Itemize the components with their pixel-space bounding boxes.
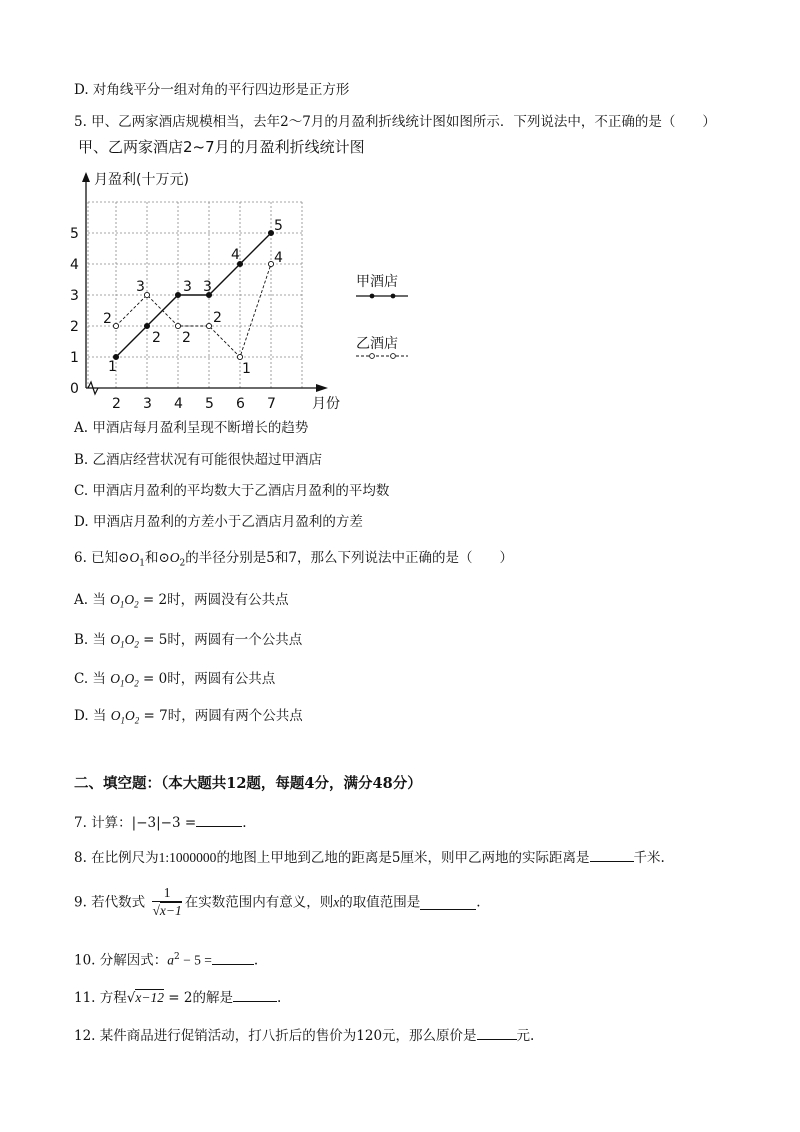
question-10 bbox=[74, 947, 258, 971]
legend-jia-marker bbox=[391, 294, 396, 299]
q6a-tail: 时，两圆没有公共点 bbox=[167, 592, 289, 608]
q11-text: = 2的解是 bbox=[163, 990, 233, 1006]
q6a-prefix: A. 当 bbox=[74, 592, 106, 608]
y-tick-label: 0 bbox=[70, 381, 79, 397]
q8-prefix: 8. 在比例尺为 bbox=[74, 850, 159, 866]
q6c-o1o2: $O_1O_2$ bbox=[110, 671, 139, 689]
question-12 bbox=[74, 1025, 534, 1046]
q11-answer-blank[interactable] bbox=[233, 987, 277, 1002]
question-8 bbox=[74, 847, 665, 868]
q9-fraction bbox=[152, 885, 181, 920]
q9-variable: x bbox=[333, 894, 340, 910]
q6b-value: 5 bbox=[158, 632, 168, 648]
q6a-o1o2: $O_1O_2$ bbox=[110, 592, 139, 610]
yi-data-label: 1 bbox=[242, 361, 251, 377]
question-5-stem: 5. 甲、乙两家酒店规模相当，去年2～7月的月盈利折线统计图如图所示．下列说法中，不正确的是（ ） bbox=[74, 114, 716, 130]
jia-data-label: 2 bbox=[152, 330, 161, 346]
x-axis-label: 月份 bbox=[312, 396, 340, 412]
q10-answer-blank[interactable] bbox=[212, 950, 254, 965]
chart-title: 甲、乙两家酒店2~7月的月盈利折线统计图 bbox=[78, 138, 365, 156]
question-11: 11. 方程√x−12 = 2的解是 . bbox=[74, 987, 281, 1008]
q6-text-b: 和⊙ bbox=[144, 550, 170, 566]
series-yi-point bbox=[237, 354, 242, 359]
q6b-prefix: B. 当 bbox=[74, 632, 107, 648]
x-tick-label: 7 bbox=[267, 396, 276, 412]
q9-radicand: x−1 bbox=[159, 903, 182, 918]
q8-ratio: 1:1000000 bbox=[158, 850, 217, 865]
q6-text-a: 6. 已知⊙ bbox=[74, 550, 130, 566]
question-5-option-c: C. 甲酒店月盈利的平均数大于乙酒店月盈利的平均数 bbox=[74, 483, 390, 499]
q6-o1: O bbox=[129, 550, 140, 565]
jia-data-label: 3 bbox=[183, 279, 192, 295]
q9-end: . bbox=[476, 894, 481, 911]
q12-answer-blank[interactable] bbox=[477, 1025, 517, 1040]
jia-data-label: 3 bbox=[203, 279, 212, 295]
q11-prefix: 11. 方程 bbox=[74, 990, 127, 1006]
x-tick-label: 2 bbox=[112, 396, 121, 412]
q6d-value: 7 bbox=[159, 708, 168, 724]
q7-expression: |−3|−3 = bbox=[131, 815, 197, 831]
y-tick-label: 1 bbox=[70, 350, 79, 366]
q11-end: . bbox=[276, 990, 282, 1006]
q6-sub1: 1 bbox=[139, 558, 145, 569]
question-4-option-d: D. 对角线平分一组对角的平行四边形是正方形 bbox=[74, 82, 350, 98]
series-yi-point bbox=[113, 323, 118, 328]
jia-data-label: 5 bbox=[274, 218, 283, 234]
legend-yi-label: 乙酒店 bbox=[356, 336, 398, 352]
yi-data-label: 3 bbox=[136, 279, 145, 295]
question-6-option-c: C. 当 $O_1O_2 = 0$时，两圆有公共点 bbox=[74, 671, 276, 689]
q7-end: . bbox=[242, 815, 247, 831]
legend-jia-marker bbox=[370, 294, 375, 299]
q10-exponent: 2 bbox=[174, 952, 180, 962]
y-tick-label: 3 bbox=[70, 288, 79, 304]
jia-data-label: 4 bbox=[231, 247, 240, 263]
question-6-option-a: A. 当 $O_1O_2 = 2$时，两圆没有公共点 bbox=[74, 592, 289, 610]
q10-prefix: 10. 分解因式： bbox=[74, 952, 168, 969]
q6d-o1o2: $O_1O_2$ bbox=[110, 708, 140, 726]
q6a-value: 2 bbox=[158, 592, 168, 608]
q6-text-c: 的半径分别是5和7，那么下列说法中正确的是（ ） bbox=[185, 550, 513, 566]
q7-prefix: 7. 计算： bbox=[74, 815, 132, 831]
question-5-option-d: D. 甲酒店月盈利的方差小于乙酒店月盈利的方差 bbox=[74, 514, 363, 530]
yi-data-label: 2 bbox=[182, 330, 191, 346]
question-6-stem bbox=[74, 548, 513, 574]
y-axis-arrow bbox=[82, 172, 90, 182]
q6-o2: O bbox=[169, 550, 180, 565]
series-yi-point bbox=[268, 261, 273, 266]
y-tick-label: 4 bbox=[70, 257, 79, 273]
q8-text: 的地图上甲地到乙地的距离是5厘米，则甲乙两地的实际距离是 bbox=[216, 850, 590, 866]
series-jia-point bbox=[144, 323, 149, 328]
series-yi-point bbox=[206, 323, 211, 328]
yi-data-label: 2 bbox=[103, 311, 112, 327]
q9-prefix: 9. 若代数式 bbox=[74, 894, 146, 911]
yi-data-label: 2 bbox=[213, 310, 222, 326]
series-jia-line bbox=[116, 233, 271, 357]
series-yi-line bbox=[116, 264, 271, 357]
profit-line-chart bbox=[60, 132, 500, 414]
q6c-value: 0 bbox=[158, 671, 168, 687]
x-tick-label: 5 bbox=[205, 396, 214, 412]
question-7 bbox=[74, 812, 246, 833]
x-tick-label: 3 bbox=[143, 396, 152, 412]
question-6-option-d: D. 当 $O_1O_2 = 7$时，两圆有两个公共点 bbox=[74, 708, 303, 726]
yi-data-label: 4 bbox=[274, 250, 283, 266]
q11-radicand: x−12 bbox=[135, 990, 164, 1005]
q10-expression: − 5 = bbox=[179, 952, 212, 968]
section-2-heading: 二、填空题：（本大题共12题，每题4分，满分48分） bbox=[74, 775, 422, 792]
legend-yi-marker bbox=[370, 354, 375, 359]
q6c-tail: 时，两圆有公共点 bbox=[167, 671, 276, 687]
q9-denominator: √x−1 bbox=[152, 903, 182, 918]
q9-text2: 的取值范围是 bbox=[339, 894, 421, 911]
q6d-prefix: D. 当 bbox=[74, 708, 107, 724]
x-axis-arrow bbox=[316, 384, 328, 392]
series-yi-point bbox=[175, 323, 180, 328]
question-9 bbox=[74, 885, 481, 925]
q10-end: . bbox=[253, 952, 259, 969]
legend-yi-marker bbox=[391, 354, 396, 359]
series-yi-point bbox=[144, 292, 149, 297]
q9-numerator: 1 bbox=[152, 885, 181, 902]
question-5-option-a: A. 甲酒店每月盈利呈现不断增长的趋势 bbox=[74, 420, 309, 436]
q6b-o1o2: $O_1O_2$ bbox=[110, 632, 139, 650]
q9-answer-blank[interactable] bbox=[420, 895, 476, 910]
q8-answer-blank[interactable] bbox=[590, 847, 634, 862]
y-axis-label: 月盈利(十万元) bbox=[94, 172, 189, 188]
q7-answer-blank[interactable] bbox=[196, 812, 242, 827]
y-tick-label: 5 bbox=[70, 226, 79, 242]
question-6-option-b: B. 当 $O_1O_2 = 5$时，两圆有一个公共点 bbox=[74, 632, 303, 650]
q12-end: 元. bbox=[516, 1028, 535, 1044]
q8-end: 千米. bbox=[633, 850, 665, 866]
x-tick-label: 4 bbox=[174, 396, 183, 412]
q6d-tail: 时，两圆有两个公共点 bbox=[167, 708, 303, 724]
series-jia-point bbox=[268, 230, 273, 235]
q6b-tail: 时，两圆有一个公共点 bbox=[167, 632, 303, 648]
q10-variable: a bbox=[167, 952, 175, 968]
q6c-prefix: C. 当 bbox=[74, 671, 106, 687]
y-tick-label: 2 bbox=[70, 319, 79, 335]
legend-jia-label: 甲酒店 bbox=[356, 274, 398, 290]
series-jia-point bbox=[175, 292, 180, 297]
q6-sub2: 2 bbox=[179, 558, 186, 569]
q9-text: 在实数范围内有意义，则 bbox=[184, 894, 334, 911]
jia-data-label: 1 bbox=[108, 359, 117, 375]
question-5-option-b: B. 乙酒店经营状况有可能很快超过甲酒店 bbox=[74, 452, 323, 468]
q12-text: 12. 某件商品进行促销活动，打八折后的售价为120元，那么原价是 bbox=[74, 1028, 477, 1044]
x-tick-label: 6 bbox=[236, 396, 245, 412]
